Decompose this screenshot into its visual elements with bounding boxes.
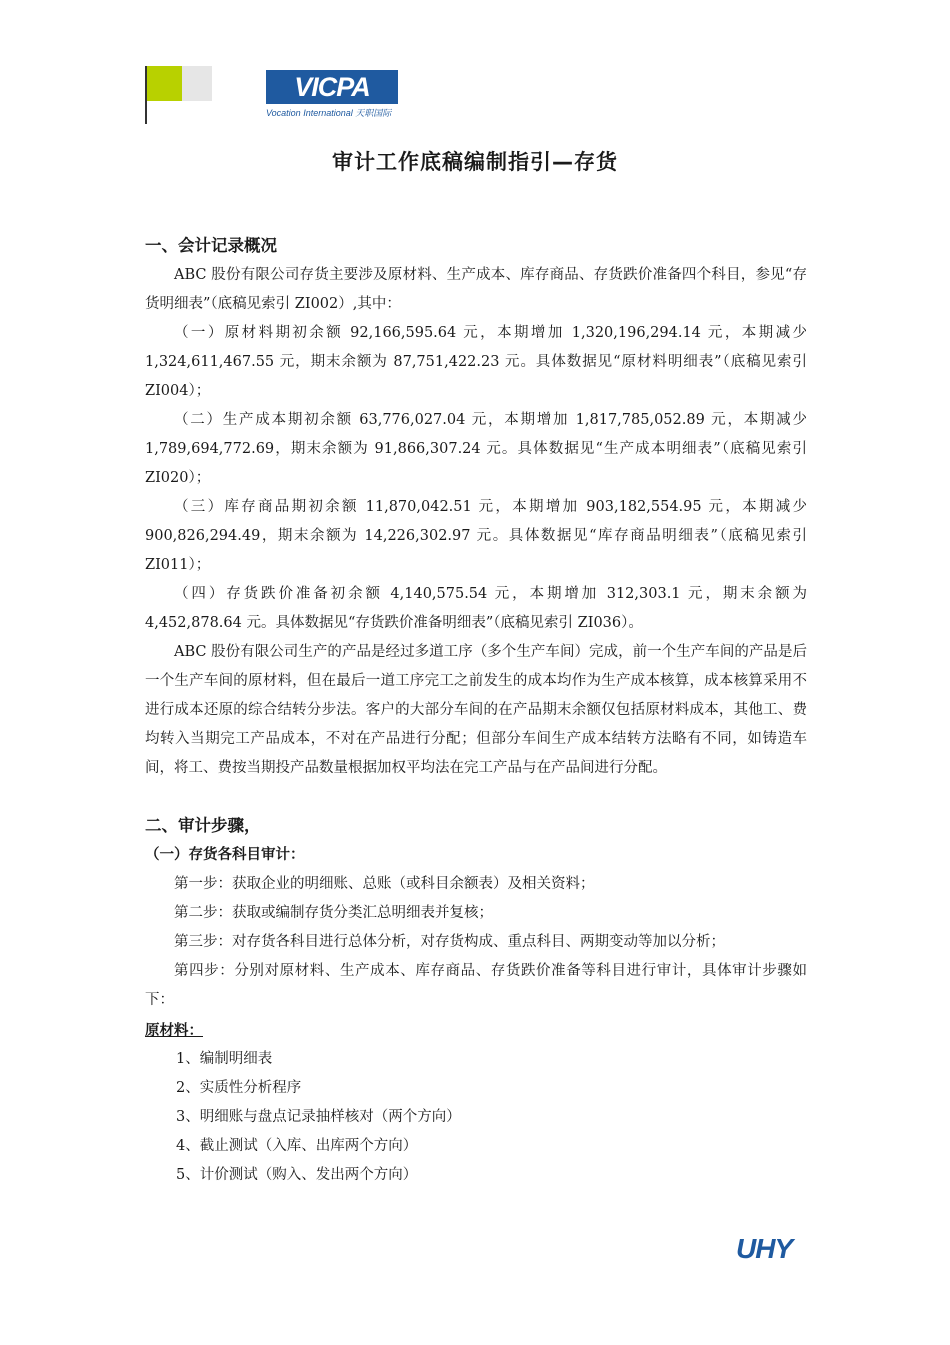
document-body [145, 231, 807, 1190]
raw-material-item-1: 1、编制明细表 [176, 1051, 273, 1067]
audit-step-4: 第四步：分别对原材料、生产成本、库存商品、存货跌价准备等科目进行审计，具体审计步骤如下： [145, 963, 807, 1008]
raw-material-item-2: 2、实质性分析程序 [176, 1080, 302, 1096]
audit-step-1: 第一步：获取企业的明细账、总账（或科目余额表）及相关资料； [174, 876, 595, 892]
audit-step-3: 第三步：对存货各科目进行总体分析，对存货构成、重点科目、两期变动等加以分析； [174, 934, 725, 950]
raw-material-item-3: 3、明细账与盘点记录抽样核对（两个方向） [176, 1109, 461, 1125]
section1-item-4: （四）存货跌价准备初余额 4,140,575.54 元，本期增加 312,303.1 元，期末余额为 4,452,878.64 元。具体数据见“存货跌价准备明细表”（底稿见索引 ZI036）。 [145, 586, 807, 631]
section1-paragraph2: ABC 股份有限公司生产的产品是经过多道工序（多个生产车间）完成，前一个生产车间的产品是后一个生产车间的原材料，但在最后一道工序完工之前发生的成本均作为生产成本核算，成本核算采用不进行成本还原的综合结转分步法。客户的大部分车间的在产品期末余额仅包括原材料成本，其他工、费均转入当期完工产品成本，不对在产品进行分配；但部分车间生产成本结转方法略有不同，如铸造车间，将工、费按当期投产品数量根据加权平均法在完工产品与在产品间进行分配。 [145, 644, 807, 776]
header-green-block [147, 66, 182, 101]
section1-item-3: （三）库存商品期初余额 11,870,042.51 元，本期增加 903,182,554.95 元，本期减少 900,826,294.49，期末余额为 14,226,302.97 元。具体数据见“库存商品明细表”（底稿见索引 ZI011）； [145, 499, 807, 573]
section1-heading: 一、会计记录概况 [145, 236, 277, 255]
section1-item-1: （一）原材料期初余额 92,166,595.64 元，本期增加 1,320,196,294.14 元，本期减少 1,324,611,467.55 元，期末余额为 87,751,422.23 元。具体数据见“原材料明细表”（底稿见索引 ZI004）； [145, 325, 807, 399]
uhy-logo: UHY [736, 1233, 793, 1264]
section2-heading: 二、审计步骤， [145, 816, 261, 835]
vicpa-logo-mark: VICPA [266, 70, 398, 104]
section1-intro: ABC 股份有限公司存货主要涉及原材料、生产成本、库存商品、存货跌价准备四个科目，参见“存货明细表”（底稿见索引 ZI002）,其中： [145, 267, 807, 312]
vicpa-logo [266, 70, 400, 120]
document-title: 审计工作底稿编制指引—存货 [332, 150, 618, 174]
raw-material-label: 原材料： [145, 1023, 203, 1039]
section1-item-2: （二）生产成本期初余额 63,776,027.04 元，本期增加 1,817,785,052.89 元，本期减少 1,789,694,772.69，期末余额为 91,866,307.24 元。具体数据见“生产成本明细表”（底稿见索引 ZI020）； [145, 412, 807, 486]
audit-step-2: 第二步：获取或编制存货分类汇总明细表并复核； [174, 905, 493, 921]
header-gray-block [182, 66, 212, 101]
section2-subheading: （一）存货各科目审计： [145, 847, 305, 863]
vicpa-logo-subtext: Vocation International 天职国际 [266, 108, 392, 118]
raw-material-item-4: 4、截止测试（入库、出库两个方向） [176, 1138, 418, 1154]
raw-material-item-5: 5、计价测试（购入、发出两个方向） [176, 1167, 418, 1183]
